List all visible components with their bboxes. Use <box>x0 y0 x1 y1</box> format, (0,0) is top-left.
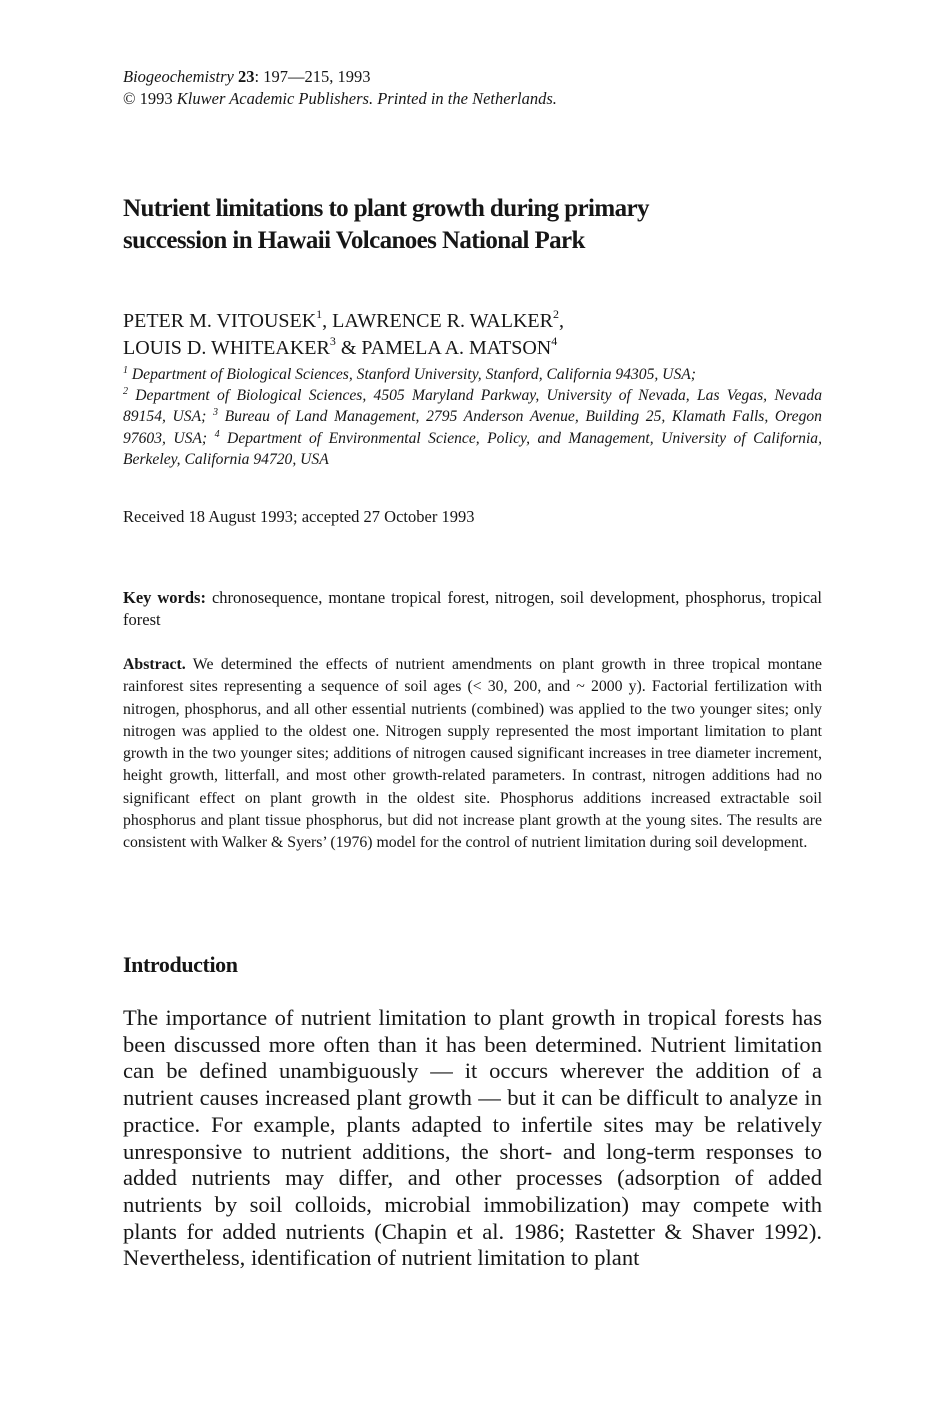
received-dates: Received 18 August 1993; accepted 27 October 1993 <box>123 507 475 526</box>
author-affiliation-mark: 2 <box>552 307 559 321</box>
affiliation-text: Bureau of Land Management, 2795 Anderson Avenue, Building 25, Klamath Falls, Oregon 97603, USA; <box>123 408 822 447</box>
affiliation-mark: 2 <box>123 386 128 398</box>
author-name: LAWRENCE R. WALKER <box>332 310 553 332</box>
title-line-1: Nutrient limitations to plant growth during primary <box>123 195 649 222</box>
affiliation-mark: 4 <box>214 428 220 440</box>
keywords-text: chronosequence, montane tropical forest, nitrogen, soil development, phosphorus, tropical forest <box>123 588 822 629</box>
author-separator: , <box>558 310 564 332</box>
keywords-label: Key words: <box>123 588 206 607</box>
affiliation-text: Department of Biological Sciences, Stanford University, Stanford, California 94305, USA; <box>128 366 696 383</box>
author-separator: , <box>322 310 333 332</box>
affiliation-mark: 3 <box>212 407 218 419</box>
abstract-label: Abstract. <box>123 656 186 673</box>
copyright-line <box>123 88 557 110</box>
paper-title <box>123 193 823 257</box>
abstract-text: We determined the effects of nutrient amendments on plant growth in three tropical montane rainforest sites representing a sequence of soil ages (< 30, 200, and ~ 2000 y). Factorial fertilization with nitrogen, phosphorus, and all other essential nutrients (combined) was applied to the two younger sites; only nitrogen was applied to the oldest one. Nitrogen supply represented the most important limitation to plant growth in the two younger sites; additions of nitrogen caused significant increases in tree diameter increment, height growth, litterfall, and most other growth-related parameters. In contrast, nitrogen additions had no significant effect on plant growth in the oldest site. Phosphorus additions increased extractable soil phosphorus and plant tissue phosphorus, but did not increase plant growth at the young sites. The results are consistent with Walker & Syers’ (1976) model for the control of nutrient limitation during soil development. <box>123 656 822 852</box>
author-list <box>123 308 564 362</box>
journal-pages-year: : 197—215, 1993 <box>254 67 371 86</box>
affiliation-text: Department of Biological Sciences, 4505 Maryland Parkway, University of Nevada, Las Vegas, Nevada 89154, USA; <box>123 387 822 426</box>
copyright-year: © 1993 <box>123 89 173 108</box>
title-line-2: succession in Hawaii Volcanoes National Park <box>123 227 585 254</box>
author-name: LOUIS D. WHITEAKER <box>123 337 330 359</box>
author-name: PAMELA A. MATSON <box>361 337 552 359</box>
author-line-1 <box>123 308 564 335</box>
journal-name: Biogeochemistry <box>123 67 234 86</box>
author-affiliation-mark: 3 <box>329 334 336 348</box>
introduction-paragraph: The importance of nutrient limitation to plant growth in tropical forests has been discussed more often than it has been determined. Nutrient limitation can be defined unambiguously — it occurs wherever the addition of a nutrient causes increased plant growth — but it can be difficult to analyze in practice. For example, plants adapted to infertile sites may be relatively unresponsive to nutrient additions, the short- and long-term responses to added nutrients may differ, and other processes (adsorption of added nutrients by soil colloids, microbial immobilization) may compete with plants for added nutrients (Chapin et al. 1986; Rastetter & Shaver 1992). Nevertheless, identification of nutrient limitation to plant <box>123 1005 822 1271</box>
author-name: PETER M. VITOUSEK <box>123 310 317 332</box>
affiliations <box>123 364 822 470</box>
section-heading-introduction: Introduction <box>123 952 238 977</box>
publisher-line: Kluwer Academic Publishers. Printed in the Netherlands. <box>176 89 557 108</box>
keywords <box>123 587 822 631</box>
affiliation-text: Department of Environmental Science, Policy, and Management, University of California, Berkeley, California 94720, USA <box>123 429 822 468</box>
affiliation-mark: 1 <box>123 365 128 376</box>
author-affiliation-mark: 1 <box>316 307 323 321</box>
abstract <box>123 654 822 855</box>
author-line-2 <box>123 335 564 362</box>
author-affiliation-mark: 4 <box>551 334 558 348</box>
citation-line <box>123 66 557 88</box>
journal-header <box>123 66 557 110</box>
journal-volume: 23 <box>238 67 255 86</box>
author-separator: & <box>335 337 362 359</box>
